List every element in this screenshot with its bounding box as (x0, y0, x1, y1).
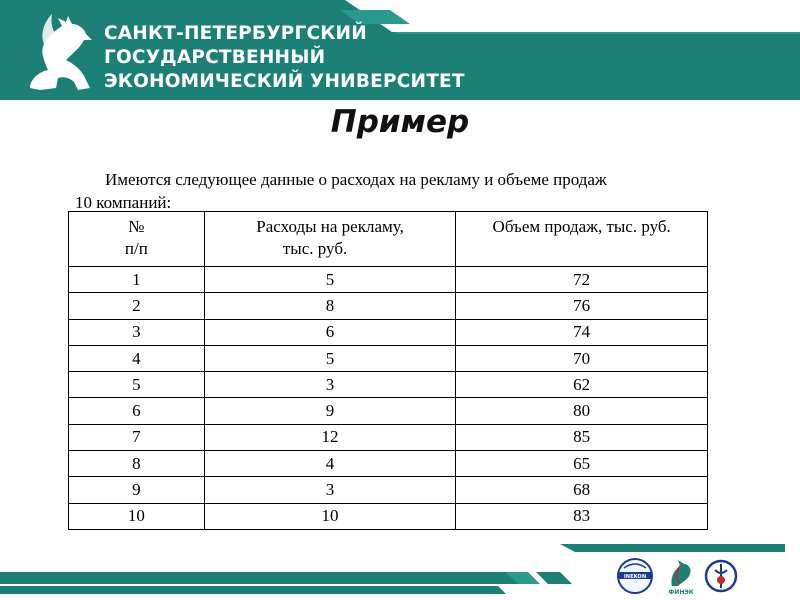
table-row (69, 319, 708, 345)
cell-ad-spend: 6 (204, 319, 456, 345)
university-name-line: САНКТ-ПЕТЕРБУРГСКИЙ (104, 23, 367, 44)
table-row (69, 372, 708, 398)
cell-sales: 80 (456, 398, 708, 424)
cell-number: 6 (69, 398, 205, 424)
cell-ad-spend: 8 (204, 293, 456, 319)
table-row (69, 451, 708, 477)
cell-number: 3 (69, 319, 205, 345)
cell-sales: 83 (456, 503, 708, 529)
cell-number: 4 (69, 345, 205, 371)
cell-ad-spend: 4 (204, 451, 456, 477)
header-number-line: № (128, 217, 145, 236)
cell-ad-spend: 5 (204, 345, 456, 371)
cell-number: 8 (69, 451, 205, 477)
intro-text (75, 168, 725, 214)
cell-number: 2 (69, 293, 205, 319)
cell-ad-spend: 9 (204, 398, 456, 424)
cell-ad-spend: 5 (204, 267, 456, 293)
cell-number: 5 (69, 372, 205, 398)
university-name-line: ГОСУДАРСТВЕННЫЙ (104, 47, 326, 68)
cell-ad-spend: 12 (204, 424, 456, 450)
university-emblem-icon (704, 556, 738, 596)
table-header-row (69, 212, 708, 267)
cell-number: 9 (69, 477, 205, 503)
finec-logo-text: ФИНЭК (668, 589, 694, 596)
cell-number: 7 (69, 424, 205, 450)
cell-sales: 62 (456, 372, 708, 398)
table-row (69, 503, 708, 529)
header-ad-spend-line: тыс. руб. (282, 239, 348, 258)
header-ad-spend-line: Расходы на рекламу, (256, 217, 404, 236)
inekon-logo-text: INEKON (623, 573, 647, 580)
slide-title: Пример (330, 104, 470, 140)
header-ad-spend (204, 212, 456, 267)
cell-number: 1 (69, 267, 205, 293)
table-row (69, 477, 708, 503)
inekon-logo-icon (614, 556, 656, 596)
header-sales: Объем продаж, тыс. руб. (456, 212, 708, 267)
table-row (69, 267, 708, 293)
table-row (69, 345, 708, 371)
cell-number: 10 (69, 503, 205, 529)
finec-logo-icon (664, 556, 698, 596)
data-table (68, 211, 708, 530)
cell-ad-spend: 3 (204, 477, 456, 503)
cell-sales: 76 (456, 293, 708, 319)
cell-sales: 72 (456, 267, 708, 293)
cell-ad-spend: 10 (204, 503, 456, 529)
intro-line-1: Имеются следующее данные о расходах на рекламу и объеме продаж (105, 170, 607, 189)
header-number (69, 212, 205, 267)
cell-sales: 74 (456, 319, 708, 345)
header-number-line: п/п (124, 239, 148, 258)
table-row (69, 398, 708, 424)
cell-sales: 68 (456, 477, 708, 503)
table-row (69, 424, 708, 450)
cell-sales: 65 (456, 451, 708, 477)
cell-sales: 70 (456, 345, 708, 371)
university-name-line: ЭКОНОМИЧЕСКИЙ УНИВЕРСИТЕТ (104, 71, 465, 92)
intro-line-2: 10 компаний: (75, 193, 172, 212)
cell-sales: 85 (456, 424, 708, 450)
table-row (69, 293, 708, 319)
university-name (104, 22, 465, 94)
cell-ad-spend: 3 (204, 372, 456, 398)
